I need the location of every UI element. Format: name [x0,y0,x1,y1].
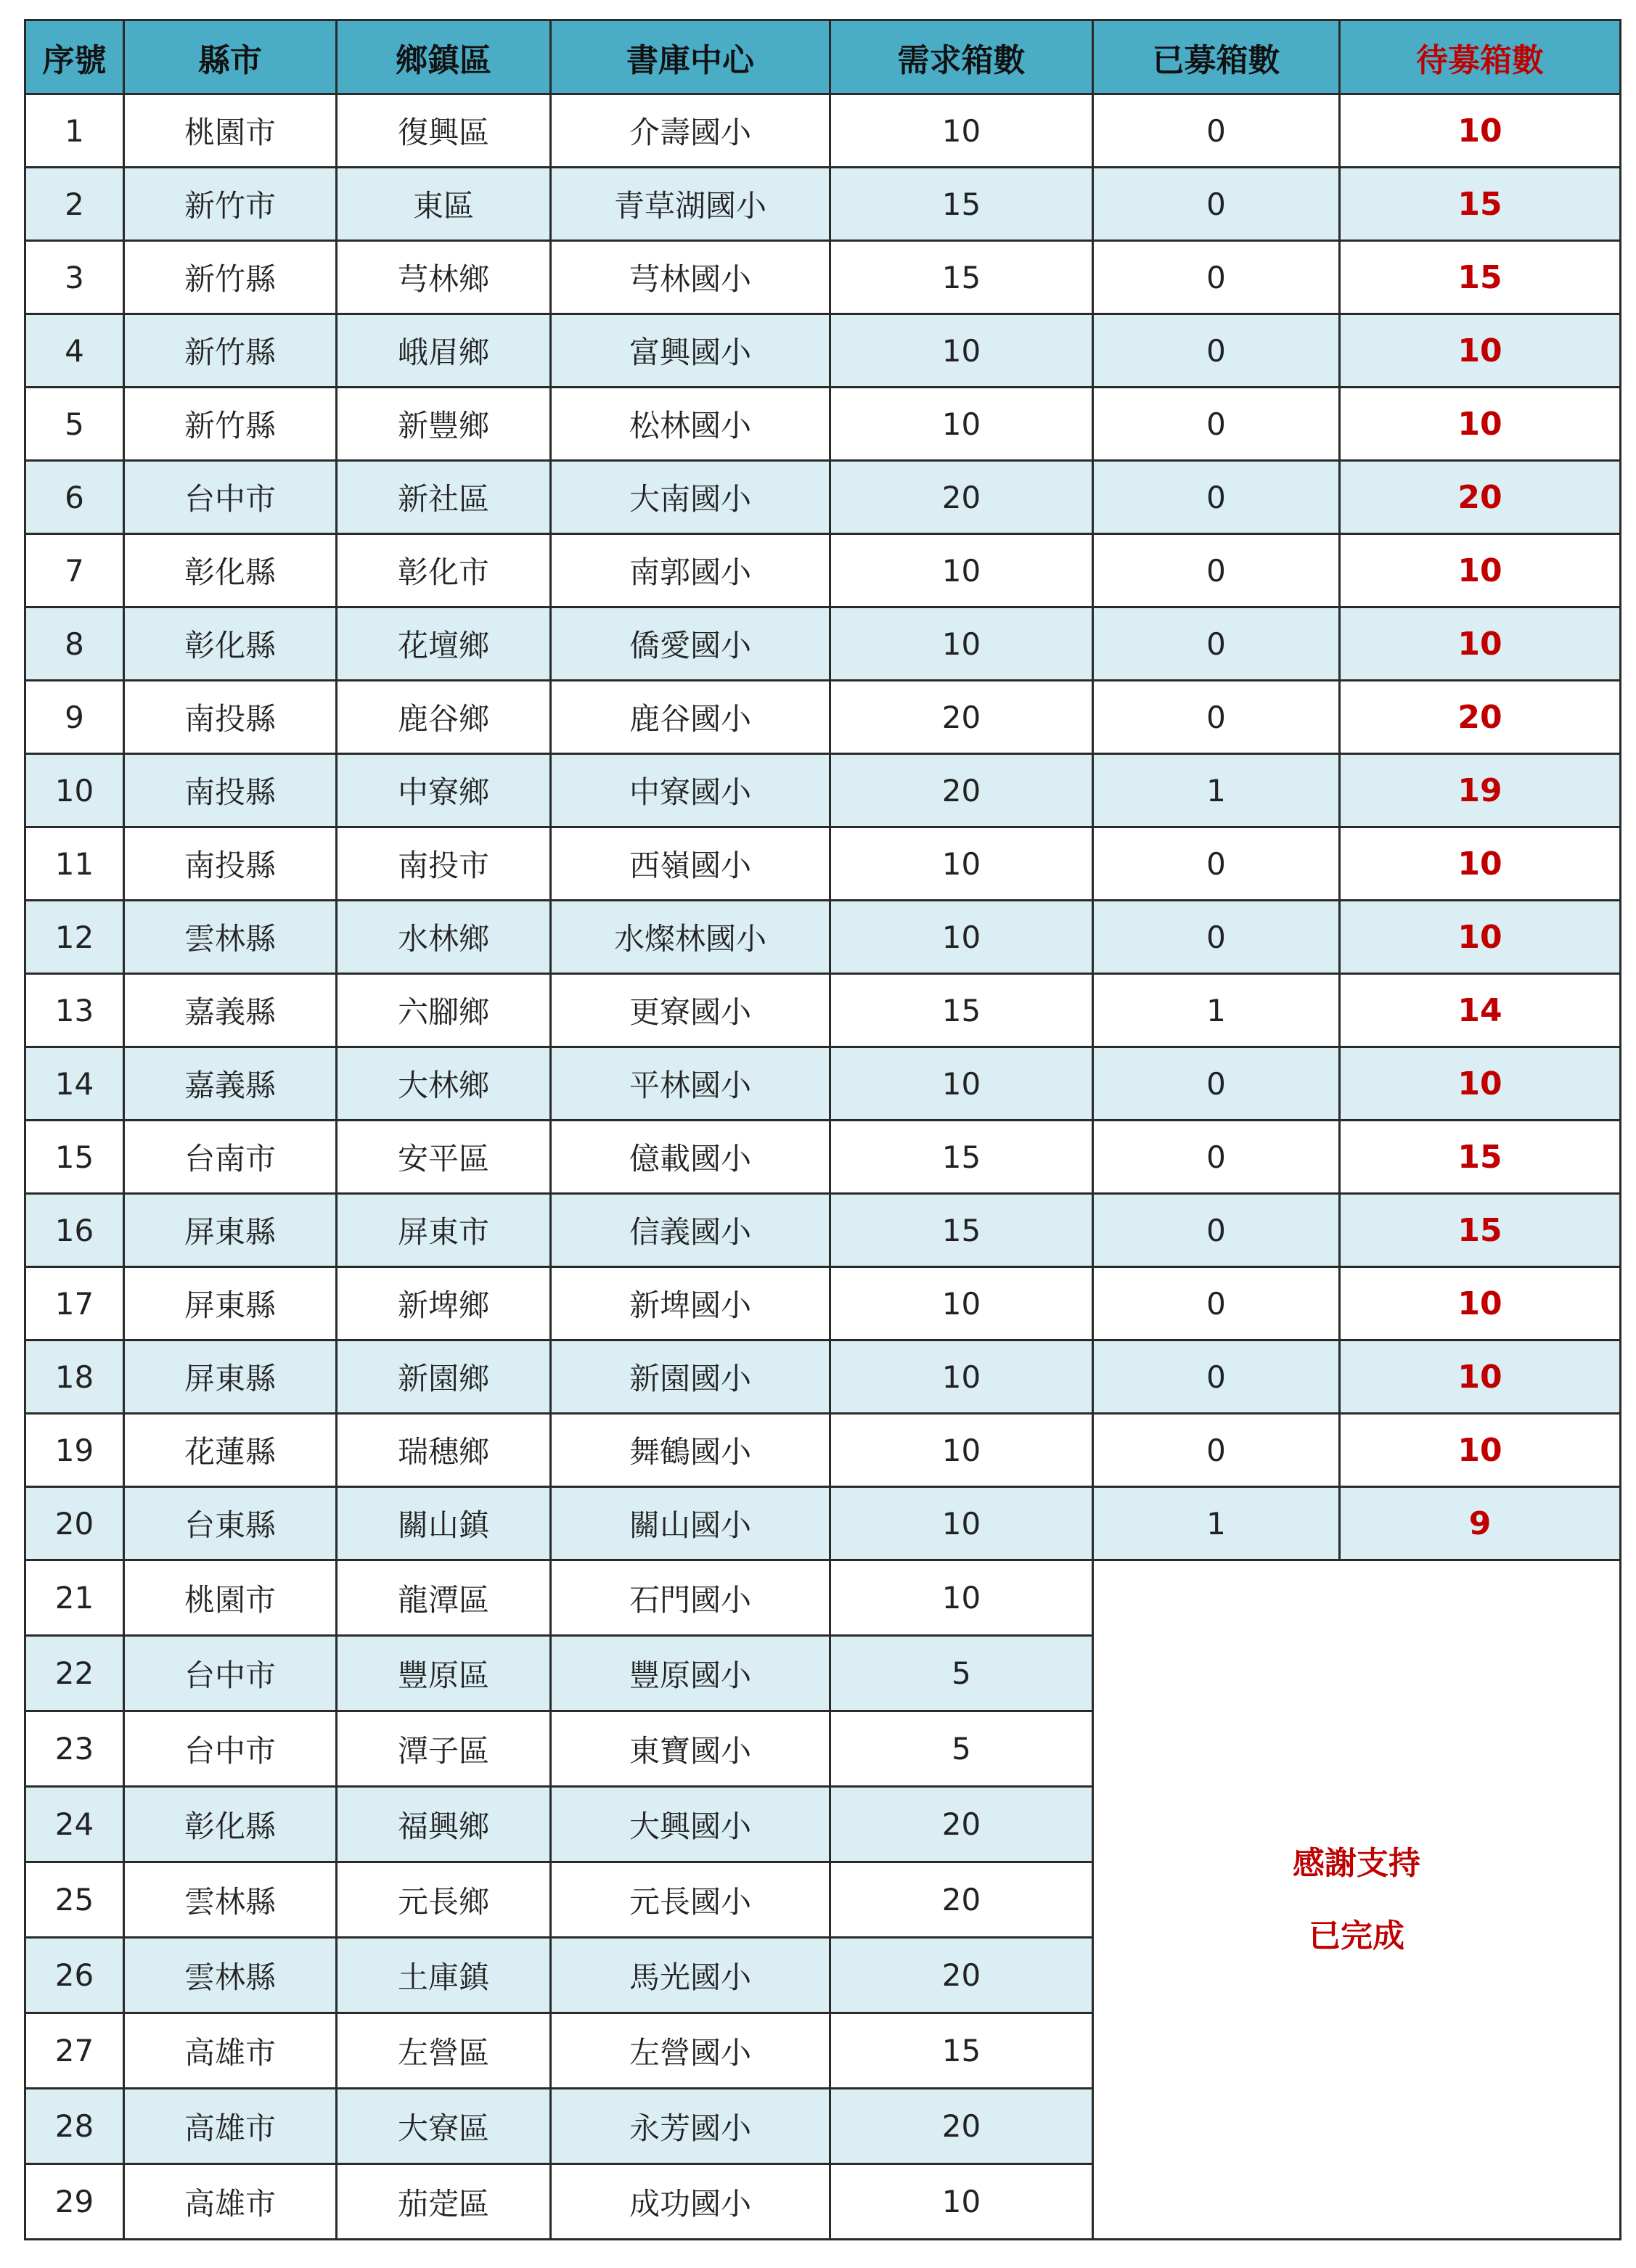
cell-township: 元長鄉 [337,1862,551,1938]
cell-pending: 10 [1340,1047,1621,1121]
cell-library: 富興國小 [551,314,830,388]
cell-required: 10 [830,2164,1093,2240]
cell-township: 水林鄉 [337,901,551,974]
cell-library: 大南國小 [551,461,830,534]
cell-county: 屏東縣 [124,1267,337,1340]
cell-county: 嘉義縣 [124,974,337,1047]
cell-township: 新豐鄉 [337,388,551,461]
cell-library: 松林國小 [551,388,830,461]
cell-township: 新社區 [337,461,551,534]
cell-township: 鹿谷鄉 [337,681,551,754]
cell-raised: 0 [1093,241,1340,314]
completed-note-thanks: 感謝支持 [1293,1844,1420,1882]
cell-required: 15 [830,241,1093,314]
cell-seq: 19 [25,1414,124,1487]
cell-township: 峨眉鄉 [337,314,551,388]
cell-required: 20 [830,1862,1093,1938]
cell-seq: 23 [25,1711,124,1787]
cell-township: 復興區 [337,94,551,168]
cell-library: 元長國小 [551,1862,830,1938]
cell-library: 介壽國小 [551,94,830,168]
cell-raised: 1 [1093,754,1340,827]
table-body [25,94,1621,2240]
cell-library: 石門國小 [551,1560,830,1636]
table-row [25,1414,1621,1487]
cell-county: 花蓮縣 [124,1414,337,1487]
table-row [25,1340,1621,1414]
cell-county: 南投縣 [124,827,337,901]
cell-seq: 12 [25,901,124,974]
cell-pending: 15 [1340,241,1621,314]
cell-seq: 5 [25,388,124,461]
cell-seq: 27 [25,2013,124,2089]
cell-county: 新竹縣 [124,241,337,314]
cell-required: 10 [830,1487,1093,1560]
cell-required: 20 [830,1787,1093,1862]
cell-pending: 20 [1340,681,1621,754]
cell-township: 新埤鄉 [337,1267,551,1340]
cell-seq: 21 [25,1560,124,1636]
header-library: 書庫中心 [551,20,830,94]
cell-pending: 10 [1340,1340,1621,1414]
cell-county: 高雄市 [124,2164,337,2240]
table-row [25,241,1621,314]
table-row [25,1121,1621,1194]
cell-township: 福興鄉 [337,1787,551,1862]
cell-seq: 15 [25,1121,124,1194]
cell-township: 關山鎮 [337,1487,551,1560]
cell-pending: 10 [1340,1414,1621,1487]
cell-township: 花壇鄉 [337,607,551,681]
cell-required: 15 [830,1121,1093,1194]
cell-township: 茄萣區 [337,2164,551,2240]
cell-county: 屏東縣 [124,1194,337,1267]
cell-county: 彰化縣 [124,607,337,681]
cell-seq: 14 [25,1047,124,1121]
cell-library: 更寮國小 [551,974,830,1047]
cell-library: 永芳國小 [551,2089,830,2164]
cell-raised: 0 [1093,1121,1340,1194]
cell-county: 台中市 [124,461,337,534]
cell-required: 20 [830,1938,1093,2013]
cell-required: 20 [830,461,1093,534]
cell-required: 10 [830,607,1093,681]
header-township: 鄉鎮區 [337,20,551,94]
cell-county: 台中市 [124,1711,337,1787]
cell-pending: 10 [1340,314,1621,388]
cell-seq: 22 [25,1636,124,1711]
cell-pending: 15 [1340,1194,1621,1267]
cell-pending: 10 [1340,607,1621,681]
cell-seq: 3 [25,241,124,314]
cell-required: 10 [830,388,1093,461]
cell-raised: 0 [1093,314,1340,388]
cell-county: 雲林縣 [124,1862,337,1938]
cell-required: 15 [830,2013,1093,2089]
cell-pending: 10 [1340,1267,1621,1340]
cell-pending: 15 [1340,168,1621,241]
cell-county: 新竹市 [124,168,337,241]
table-row [25,1487,1621,1560]
cell-township: 潭子區 [337,1711,551,1787]
header-raised: 已募箱數 [1093,20,1340,94]
header-pending: 待募箱數 [1340,20,1621,94]
cell-seq: 10 [25,754,124,827]
header-seq: 序號 [25,20,124,94]
cell-township: 左營區 [337,2013,551,2089]
cell-raised: 0 [1093,94,1340,168]
cell-seq: 7 [25,534,124,607]
table-row [25,901,1621,974]
cell-seq: 2 [25,168,124,241]
cell-pending: 20 [1340,461,1621,534]
table-row [25,314,1621,388]
cell-raised: 0 [1093,607,1340,681]
cell-required: 10 [830,534,1093,607]
cell-raised: 1 [1093,1487,1340,1560]
cell-seq: 20 [25,1487,124,1560]
cell-county: 彰化縣 [124,534,337,607]
cell-township: 芎林鄉 [337,241,551,314]
cell-required: 10 [830,1560,1093,1636]
cell-library: 東寶國小 [551,1711,830,1787]
cell-library: 馬光國小 [551,1938,830,2013]
cell-seq: 8 [25,607,124,681]
table-row [25,534,1621,607]
cell-pending: 14 [1340,974,1621,1047]
cell-pending: 10 [1340,388,1621,461]
cell-required: 15 [830,168,1093,241]
cell-required: 5 [830,1636,1093,1711]
cell-county: 南投縣 [124,754,337,827]
table-row [25,974,1621,1047]
cell-required: 5 [830,1711,1093,1787]
cell-seq: 18 [25,1340,124,1414]
cell-raised: 0 [1093,1267,1340,1340]
cell-raised: 1 [1093,974,1340,1047]
cell-pending: 15 [1340,1121,1621,1194]
cell-raised: 0 [1093,901,1340,974]
header-row [25,20,1621,94]
table-row [25,681,1621,754]
cell-seq: 25 [25,1862,124,1938]
cell-county: 台南市 [124,1121,337,1194]
table-row [25,827,1621,901]
cell-required: 20 [830,681,1093,754]
cell-required: 10 [830,314,1093,388]
cell-seq: 11 [25,827,124,901]
cell-raised: 0 [1093,1194,1340,1267]
table-row [25,168,1621,241]
table-row [25,461,1621,534]
cell-township: 瑞穗鄉 [337,1414,551,1487]
cell-county: 台東縣 [124,1487,337,1560]
cell-seq: 13 [25,974,124,1047]
cell-pending: 19 [1340,754,1621,827]
cell-required: 10 [830,1414,1093,1487]
cell-township: 東區 [337,168,551,241]
cell-library: 芎林國小 [551,241,830,314]
cell-required: 15 [830,974,1093,1047]
cell-county: 高雄市 [124,2013,337,2089]
cell-township: 大林鄉 [337,1047,551,1121]
cell-county: 彰化縣 [124,1787,337,1862]
cell-seq: 26 [25,1938,124,2013]
cell-seq: 28 [25,2089,124,2164]
cell-library: 大興國小 [551,1787,830,1862]
cell-library: 成功國小 [551,2164,830,2240]
cell-required: 20 [830,754,1093,827]
cell-library: 水燦林國小 [551,901,830,974]
cell-library: 億載國小 [551,1121,830,1194]
cell-township: 龍潭區 [337,1560,551,1636]
cell-raised: 0 [1093,827,1340,901]
cell-library: 鹿谷國小 [551,681,830,754]
cell-township: 豐原區 [337,1636,551,1711]
table-row [25,388,1621,461]
table-row [25,754,1621,827]
cell-pending: 10 [1340,827,1621,901]
cell-raised: 0 [1093,388,1340,461]
cell-seq: 1 [25,94,124,168]
table-row [25,1267,1621,1340]
cell-seq: 17 [25,1267,124,1340]
cell-pending: 9 [1340,1487,1621,1560]
cell-raised: 0 [1093,1340,1340,1414]
cell-township: 中寮鄉 [337,754,551,827]
cell-raised: 0 [1093,681,1340,754]
cell-required: 10 [830,1047,1093,1121]
cell-pending: 10 [1340,94,1621,168]
cell-county: 桃園市 [124,94,337,168]
cell-library: 西嶺國小 [551,827,830,901]
cell-seq: 9 [25,681,124,754]
cell-required: 15 [830,1194,1093,1267]
cell-township: 新園鄉 [337,1340,551,1414]
cell-seq: 16 [25,1194,124,1267]
cell-county: 雲林縣 [124,901,337,974]
cell-library: 平林國小 [551,1047,830,1121]
header-required: 需求箱數 [830,20,1093,94]
cell-seq: 4 [25,314,124,388]
cell-seq: 29 [25,2164,124,2240]
table-row [25,1194,1621,1267]
table-row-completed [25,1560,1621,1636]
cell-library: 舞鶴國小 [551,1414,830,1487]
table-row [25,1047,1621,1121]
cell-library: 新埤國小 [551,1267,830,1340]
header-county: 縣市 [124,20,337,94]
completed-note [1093,1560,1621,2240]
cell-library: 關山國小 [551,1487,830,1560]
cell-seq: 24 [25,1787,124,1862]
table-row [25,94,1621,168]
cell-county: 南投縣 [124,681,337,754]
completed-note-done: 已完成 [1309,1917,1404,1954]
cell-library: 中寮國小 [551,754,830,827]
cell-county: 台中市 [124,1636,337,1711]
cell-library: 左營國小 [551,2013,830,2089]
cell-county: 新竹縣 [124,314,337,388]
cell-library: 僑愛國小 [551,607,830,681]
cell-required: 10 [830,1267,1093,1340]
cell-county: 新竹縣 [124,388,337,461]
cell-county: 雲林縣 [124,1938,337,2013]
cell-township: 安平區 [337,1121,551,1194]
table-row [25,607,1621,681]
cell-required: 10 [830,94,1093,168]
cell-library: 信義國小 [551,1194,830,1267]
cell-required: 10 [830,827,1093,901]
table-header [25,20,1621,94]
cell-required: 10 [830,901,1093,974]
cell-raised: 0 [1093,1414,1340,1487]
donation-table [24,19,1621,2240]
cell-pending: 10 [1340,901,1621,974]
cell-township: 屏東市 [337,1194,551,1267]
cell-library: 新園國小 [551,1340,830,1414]
cell-township: 彰化市 [337,534,551,607]
cell-seq: 6 [25,461,124,534]
cell-raised: 0 [1093,168,1340,241]
cell-library: 南郭國小 [551,534,830,607]
cell-required: 10 [830,1340,1093,1414]
cell-pending: 10 [1340,534,1621,607]
cell-required: 20 [830,2089,1093,2164]
cell-raised: 0 [1093,534,1340,607]
cell-township: 南投市 [337,827,551,901]
cell-county: 屏東縣 [124,1340,337,1414]
cell-township: 土庫鎮 [337,1938,551,2013]
cell-township: 大寮區 [337,2089,551,2164]
cell-raised: 0 [1093,461,1340,534]
cell-library: 豐原國小 [551,1636,830,1711]
cell-county: 桃園市 [124,1560,337,1636]
cell-raised: 0 [1093,1047,1340,1121]
cell-library: 青草湖國小 [551,168,830,241]
cell-township: 六腳鄉 [337,974,551,1047]
cell-county: 嘉義縣 [124,1047,337,1121]
cell-county: 高雄市 [124,2089,337,2164]
